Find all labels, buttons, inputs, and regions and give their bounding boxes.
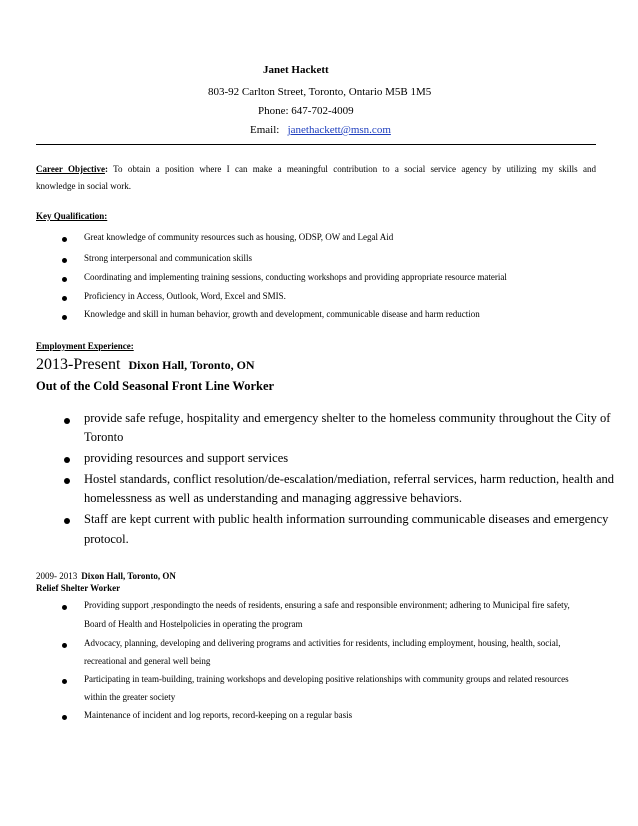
- objective-line-1: Career Objective: To obtain a position where I can make a meaningful contribution to a social service agency by utilizing my skills and: [36, 164, 596, 174]
- bullet-icon: [62, 296, 67, 301]
- job2-bullet-line: Providing support ,respondingto the needs of residents, ensuring a safe and responsible environment; adhering to Municipal fire safety,: [84, 600, 570, 610]
- objective-label: Career Objective: [36, 164, 105, 174]
- qualification-item: Knowledge and skill in human behavior, growth and development, communicable disease and harm reduction: [84, 309, 480, 319]
- address: 803-92 Carlton Street, Toronto, Ontario M5B 1M5: [208, 86, 432, 98]
- qualification-item: Great knowledge of community resources such as housing, ODSP, OW and Legal Aid: [84, 232, 394, 242]
- job1-bullet-line: homelessness as well as understanding and managing aggressive behaviors.: [84, 491, 463, 505]
- objective-line-2: knowledge in social work.: [36, 181, 131, 191]
- job2-header: [36, 566, 176, 584]
- job2-title: Relief Shelter Worker: [36, 583, 121, 593]
- qualification-item: Proficiency in Access, Outlook, Word, Excel and SMIS.: [84, 291, 286, 301]
- bullet-icon: [62, 277, 67, 282]
- qualification-item: Strong interpersonal and communication skills: [84, 253, 252, 263]
- phone: Phone: 647-702-4009: [258, 105, 354, 117]
- bullet-icon: [62, 679, 67, 684]
- job1-bullet-line: provide safe refuge, hospitality and emergency shelter to the homeless community throughout the City of: [84, 411, 611, 425]
- job1-bullet-line: Toronto: [84, 430, 124, 444]
- bullet-icon: [62, 605, 67, 610]
- job1-bullet-line: providing resources and support services: [84, 451, 289, 465]
- email-line: [250, 124, 391, 136]
- bullet-icon: [64, 457, 70, 463]
- job1-header: [36, 356, 255, 374]
- qualifications-heading: Key Qualification:: [36, 211, 108, 221]
- job1-bullet-line: Staff are kept current with public health information surrounding communicable diseases and emergency: [84, 512, 609, 526]
- bullet-icon: [64, 478, 70, 484]
- job1-bullet-line: Hostel standards, conflict resolution/de-escalation/mediation, referral services, harm reduction, health and: [84, 472, 615, 486]
- job2-bullet-line: Board of Health and Hostelpolicies in operating the program: [84, 619, 303, 629]
- job1-dates: 2013-Present: [36, 356, 121, 373]
- job2-bullet-line: Participating in team-building, training workshops and developing positive relationships with community groups and related resources: [84, 674, 569, 684]
- email-link[interactable]: janethackett@msn.com: [287, 124, 391, 136]
- bullet-icon: [64, 518, 70, 524]
- bullet-icon: [62, 715, 67, 720]
- bullet-icon: [62, 258, 67, 263]
- bullet-icon: [62, 643, 67, 648]
- divider: [36, 144, 596, 145]
- job1-title: Out of the Cold Seasonal Front Line Worker: [36, 379, 275, 393]
- applicant-name: Janet Hackett: [263, 64, 329, 76]
- bullet-icon: [62, 315, 67, 320]
- qualification-item: Coordinating and implementing training sessions, conducting workshops and providing appropriate resource material: [84, 272, 507, 282]
- objective-text: To obtain a position where I can make a meaningful contribution to a social service agency by utilizing my skills and: [113, 164, 596, 174]
- job1-employer: Dixon Hall, Toronto, ON: [128, 358, 255, 372]
- job2-bullet-line: Maintenance of incident and log reports, record-keeping on a regular basis: [84, 710, 353, 720]
- email-label: Email:: [250, 124, 280, 136]
- job2-bullet-line: Advocacy, planning, developing and delivering programs and activities for residents, including employment, housing, health, social,: [84, 638, 561, 648]
- job2-bullet-line: recreational and general well being: [84, 656, 211, 666]
- job2-employer: Dixon Hall, Toronto, ON: [81, 571, 176, 581]
- bullet-icon: [62, 237, 67, 242]
- employment-heading: Employment Experience:: [36, 341, 134, 351]
- bullet-icon: [64, 418, 70, 424]
- job1-bullet-line: protocol.: [84, 532, 129, 546]
- job2-dates: 2009- 2013: [36, 571, 78, 581]
- job2-bullet-line: within the greater society: [84, 692, 176, 702]
